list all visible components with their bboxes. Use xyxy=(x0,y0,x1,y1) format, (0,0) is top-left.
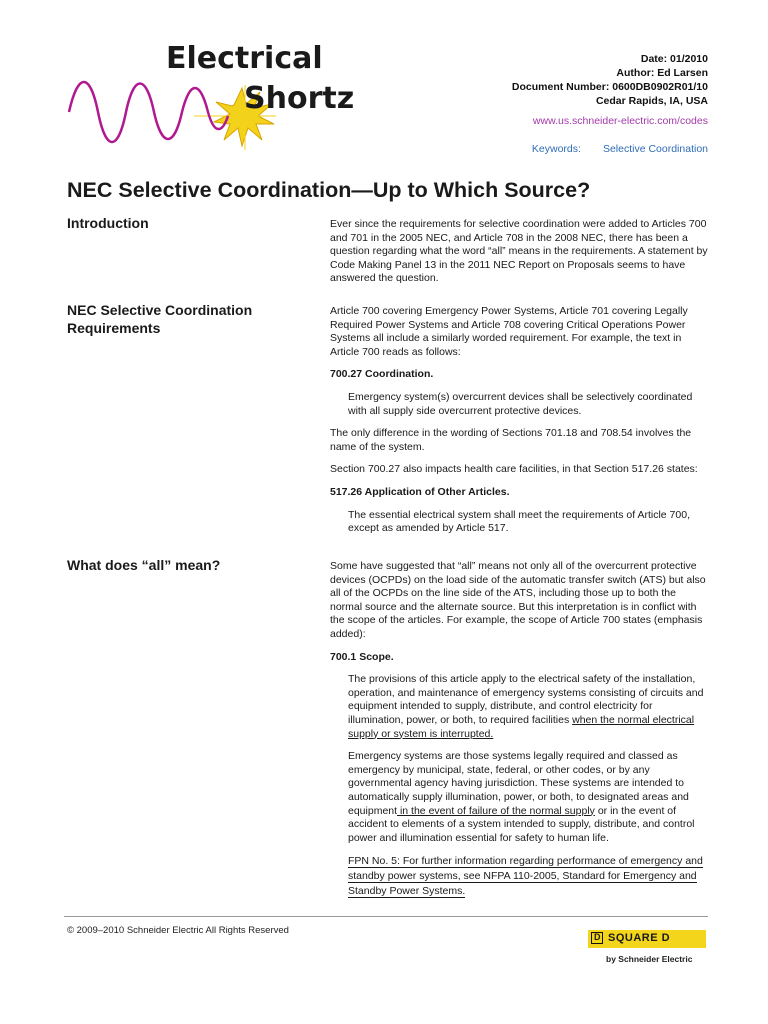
page-title: NEC Selective Coordination—Up to Which Source? xyxy=(67,178,591,202)
paragraph: Section 700.27 also impacts health care facilities, in that Section 517.26 states: xyxy=(330,463,698,476)
meta-date: Date: 01/2010 xyxy=(640,53,708,65)
emphasis-text: in the event of failure of the normal supply xyxy=(397,804,595,817)
schneider-electric-tagline: by Schneider Electric xyxy=(606,954,693,964)
code-quote: Emergency system(s) overcurrent devices shall be selectively coordinated with all supply side overcurrent protective devices. xyxy=(348,390,693,417)
fpn-text: FPN No. 5: For further information regarding performance of emergency and standby power systems, see NFPA 110-2005, Standard for Emergency and Standby Power Systems. xyxy=(348,855,703,898)
logo-line1: Electrical xyxy=(166,41,323,76)
quote-text: or in the event of accident to elements of a system intended to supply, distribute, and control power and illumination essential for safety to human life. xyxy=(348,804,695,844)
section-heading-introduction: Introduction xyxy=(67,215,149,231)
sine-wave-icon xyxy=(69,82,228,142)
heading-line: NEC Selective Coordination xyxy=(67,302,253,318)
keywords-value: Selective Coordination xyxy=(602,143,708,155)
section-body-requirements xyxy=(330,305,710,545)
paragraph: Article 700 covering Emergency Power Systems, Article 701 covering Legally Required Power Systems and Article 708 covering Critical Operations Power Systems all include a similarly worded requirement. For example, the text in Article 700 reads as follows: xyxy=(330,305,688,358)
square-d-logo xyxy=(588,930,706,948)
code-quote xyxy=(348,750,710,845)
codes-link[interactable]: www.us.schneider-electric.com/codes xyxy=(532,115,708,127)
code-quote xyxy=(348,673,710,741)
fpn-note xyxy=(348,854,710,899)
paragraph: The only difference in the wording of Sections 701.18 and 708.54 involves the name of the system. xyxy=(330,427,692,453)
copyright-text: © 2009–2010 Schneider Electric All Rights Reserved xyxy=(67,925,289,936)
code-quote: The essential electrical system shall meet the requirements of Article 700, except as amended by Article 517. xyxy=(348,508,690,535)
badge-letter: D xyxy=(594,932,601,942)
meta-location: Cedar Rapids, IA, USA xyxy=(595,95,708,107)
meta-author: Author: Ed Larsen xyxy=(616,67,708,79)
section-body-introduction xyxy=(330,218,710,295)
document-meta xyxy=(512,52,708,156)
logo-line2: Shortz xyxy=(244,81,355,116)
section-body-all xyxy=(330,560,710,908)
emphasis-text: when the normal electrical supply or system is interrupted. xyxy=(348,713,695,740)
heading-line: Requirements xyxy=(67,320,161,336)
section-heading-all: What does “all” mean? xyxy=(67,557,221,573)
brand-name: SQUARE D xyxy=(608,932,671,944)
electrical-shortz-logo xyxy=(64,30,374,160)
section-heading-requirements xyxy=(67,301,252,337)
meta-document-number: Document Number: 0600DB0902R01/10 xyxy=(511,81,708,93)
quote-text: The provisions of this article apply to the electrical safety of the installation, operation, and maintenance of emergency systems consisting of circuits and equipment intended to supply, distribute, and control electricity for illumination, power, or both, to required facilities xyxy=(348,673,704,726)
code-heading: 517.26 Application of Other Articles. xyxy=(330,485,510,498)
keywords-label: Keywords: xyxy=(531,143,581,155)
code-heading: 700.27 Coordination. xyxy=(330,368,434,381)
quote-text: Emergency systems are those systems legally required and classed as emergency by municipal, state, federal, or other codes, or by any governmental agency having jurisdiction. These systems are intended to automatically supply illumination, power, or both, to designated areas and equipment xyxy=(348,750,689,817)
footer-divider xyxy=(64,916,708,917)
paragraph: Some have suggested that “all” means not only all of the overcurrent protective devices (OCPDs) on the load side of the automatic transfer switch (ATS) but also all of the OCPDs on the line side of the ATS, including those up to both the normal source and the alternate source. But this interpretation is in conflict with the scope of the articles. For example, the scope of Article 700 states (emphasis added): xyxy=(330,560,706,640)
paragraph: Ever since the requirements for selective coordination were added to Articles 700 and 701 in the 2005 NEC, and Article 708 in the 2008 NEC, there has been a question regarding what the word “all” means in the requirements. A statement by Code Making Panel 13 in the 2011 NEC Report on Proposals seems to have answered the question. xyxy=(330,218,708,285)
keywords-row xyxy=(512,142,708,156)
square-d-badge-icon xyxy=(591,932,603,944)
code-heading: 700.1 Scope. xyxy=(330,650,394,663)
